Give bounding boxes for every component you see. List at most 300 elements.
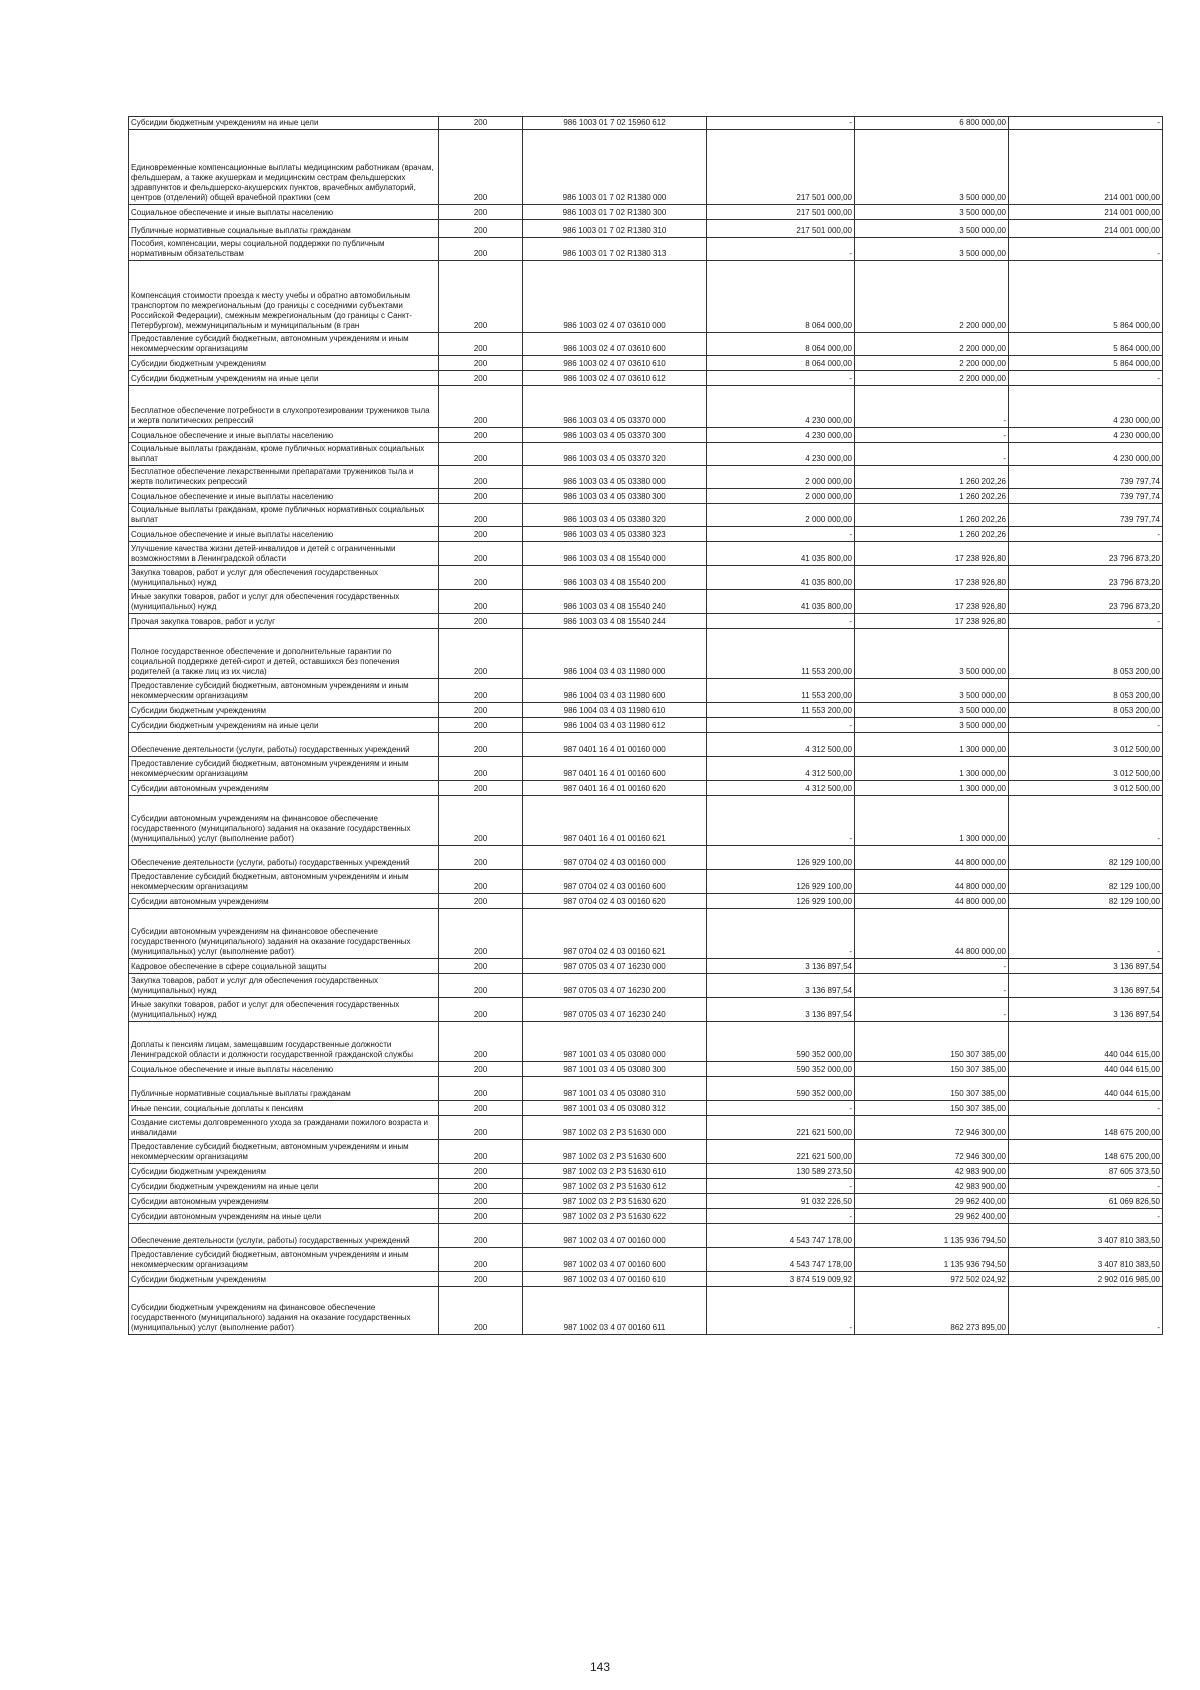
row-name: Субсидии бюджетным учреждениям на иные цели	[129, 718, 439, 733]
row-classification-code: 987 0705 03 4 07 16230 200	[523, 974, 707, 998]
row-executed-amount: -	[855, 443, 1009, 466]
row-approved-amount: 4 230 000,00	[707, 443, 855, 466]
row-executed-amount: -	[855, 428, 1009, 443]
row-classification-code: 986 1003 01 7 02 R1380 313	[523, 238, 707, 261]
row-executed-amount: 17 238 926,80	[855, 590, 1009, 614]
row-classification-code: 986 1003 02 4 07 03610 000	[523, 261, 707, 333]
row-remaining-amount: 440 044 615,00	[1009, 1062, 1163, 1077]
row-remaining-amount: 8 053 200,00	[1009, 629, 1163, 679]
row-line-code: 200	[439, 1179, 523, 1194]
row-classification-code: 986 1004 03 4 03 11980 610	[523, 703, 707, 718]
row-classification-code: 986 1003 02 4 07 03610 600	[523, 333, 707, 356]
row-executed-amount: 3 500 000,00	[855, 238, 1009, 261]
table-row	[129, 614, 1163, 629]
table-row	[129, 959, 1163, 974]
table-row	[129, 205, 1163, 220]
row-name: Предоставление субсидий бюджетным, автономным учреждениям и иным некоммерческим организациям	[129, 870, 439, 894]
row-name: Социальное обеспечение и иные выплаты населению	[129, 205, 439, 220]
row-line-code: 200	[439, 846, 523, 870]
row-approved-amount: 590 352 000,00	[707, 1022, 855, 1062]
row-approved-amount: -	[707, 909, 855, 959]
row-line-code: 200	[439, 1022, 523, 1062]
table-row	[129, 1272, 1163, 1287]
row-name: Иные закупки товаров, работ и услуг для обеспечения государственных (муниципальных) нужд	[129, 998, 439, 1022]
row-name: Компенсация стоимости проезда к месту учебы и обратно автомобильным транспортом по межрегиональным (до границы с соседними субъектами Российской Федерации), смежным межрегиональным (до границы с Санкт-Петербургом), межмуниципальным и муниципальным (в гран	[129, 261, 439, 333]
row-approved-amount: 2 000 000,00	[707, 466, 855, 489]
row-approved-amount: 4 312 500,00	[707, 781, 855, 796]
table-row	[129, 220, 1163, 238]
row-approved-amount: 11 553 200,00	[707, 629, 855, 679]
row-approved-amount: 590 352 000,00	[707, 1077, 855, 1101]
row-remaining-amount: -	[1009, 371, 1163, 386]
row-name: Пособия, компенсации, меры социальной поддержки по публичным нормативным обязательствам	[129, 238, 439, 261]
row-name: Субсидии автономным учреждениям	[129, 894, 439, 909]
row-name: Доплаты к пенсиям лицам, замещавшим государственные должности Ленинградской области и должности государственной гражданской службы	[129, 1022, 439, 1062]
row-name: Социальное обеспечение и иные выплаты населению	[129, 428, 439, 443]
row-remaining-amount: 148 675 200,00	[1009, 1140, 1163, 1164]
row-remaining-amount: 2 902 016 985,00	[1009, 1272, 1163, 1287]
row-name: Социальное обеспечение и иные выплаты населению	[129, 489, 439, 504]
table-row	[129, 261, 1163, 333]
row-line-code: 200	[439, 1248, 523, 1272]
row-executed-amount: 44 800 000,00	[855, 909, 1009, 959]
row-line-code: 200	[439, 1194, 523, 1209]
table-row	[129, 504, 1163, 527]
row-executed-amount: 44 800 000,00	[855, 846, 1009, 870]
row-approved-amount: -	[707, 371, 855, 386]
row-line-code: 200	[439, 1224, 523, 1248]
row-name: Социальные выплаты гражданам, кроме публичных нормативных социальных выплат	[129, 443, 439, 466]
table-row	[129, 386, 1163, 428]
row-line-code: 200	[439, 1272, 523, 1287]
row-name: Прочая закупка товаров, работ и услуг	[129, 614, 439, 629]
row-classification-code: 987 1002 03 2 P3 51630 612	[523, 1179, 707, 1194]
row-approved-amount: 126 929 100,00	[707, 846, 855, 870]
row-executed-amount: 3 500 000,00	[855, 220, 1009, 238]
table-row	[129, 796, 1163, 846]
row-name: Кадровое обеспечение в сфере социальной защиты	[129, 959, 439, 974]
row-name: Единовременные компенсационные выплаты медицинским работникам (врачам, фельдшерам, а также акушеркам и медицинским сестрам фельдшерских здравпунктов и фельдшерско-акушерских пунктов, врачебных амбулаторий, центров (отделений) общей врачебной практики (сем	[129, 130, 439, 205]
row-line-code: 200	[439, 614, 523, 629]
row-classification-code: 987 0704 02 4 03 00160 620	[523, 894, 707, 909]
row-executed-amount: 44 800 000,00	[855, 870, 1009, 894]
row-classification-code: 987 1002 03 4 07 00160 610	[523, 1272, 707, 1287]
row-classification-code: 987 1002 03 2 P3 51630 600	[523, 1140, 707, 1164]
row-approved-amount: 41 035 800,00	[707, 542, 855, 566]
table-row	[129, 489, 1163, 504]
row-remaining-amount: -	[1009, 527, 1163, 542]
row-approved-amount: -	[707, 796, 855, 846]
row-name: Социальные выплаты гражданам, кроме публичных нормативных социальных выплат	[129, 504, 439, 527]
row-line-code: 200	[439, 130, 523, 205]
row-remaining-amount: -	[1009, 909, 1163, 959]
row-executed-amount: 1 300 000,00	[855, 733, 1009, 757]
row-executed-amount: 1 135 936 794,50	[855, 1224, 1009, 1248]
row-name: Улучшение качества жизни детей-инвалидов и детей с ограниченными возможностями в Ленинградской области	[129, 542, 439, 566]
row-remaining-amount: -	[1009, 1101, 1163, 1116]
table-row	[129, 542, 1163, 566]
row-approved-amount: -	[707, 1179, 855, 1194]
row-remaining-amount: 23 796 873,20	[1009, 542, 1163, 566]
row-line-code: 200	[439, 629, 523, 679]
row-line-code: 200	[439, 870, 523, 894]
row-executed-amount: 72 946 300,00	[855, 1116, 1009, 1140]
row-name: Социальное обеспечение и иные выплаты населению	[129, 1062, 439, 1077]
row-line-code: 200	[439, 974, 523, 998]
table-row	[129, 718, 1163, 733]
row-executed-amount: 2 200 000,00	[855, 333, 1009, 356]
row-classification-code: 986 1004 03 4 03 11980 600	[523, 679, 707, 703]
row-remaining-amount: 3 407 810 383,50	[1009, 1224, 1163, 1248]
row-approved-amount: 217 501 000,00	[707, 130, 855, 205]
row-remaining-amount: -	[1009, 1179, 1163, 1194]
row-approved-amount: 41 035 800,00	[707, 590, 855, 614]
row-remaining-amount: -	[1009, 1209, 1163, 1224]
row-classification-code: 987 1002 03 2 P3 51630 622	[523, 1209, 707, 1224]
table-row	[129, 1194, 1163, 1209]
row-line-code: 200	[439, 356, 523, 371]
row-approved-amount: 221 621 500,00	[707, 1140, 855, 1164]
row-line-code: 200	[439, 1140, 523, 1164]
row-executed-amount: 1 260 202,26	[855, 527, 1009, 542]
row-approved-amount: -	[707, 614, 855, 629]
table-row	[129, 1287, 1163, 1335]
row-approved-amount: -	[707, 117, 855, 130]
row-classification-code: 987 0401 16 4 01 00160 000	[523, 733, 707, 757]
row-remaining-amount: 5 864 000,00	[1009, 261, 1163, 333]
row-remaining-amount: 8 053 200,00	[1009, 679, 1163, 703]
row-approved-amount: 91 032 226,50	[707, 1194, 855, 1209]
row-classification-code: 986 1003 03 4 05 03380 300	[523, 489, 707, 504]
row-line-code: 200	[439, 703, 523, 718]
row-executed-amount: 1 300 000,00	[855, 796, 1009, 846]
table-row	[129, 998, 1163, 1022]
row-line-code: 200	[439, 757, 523, 781]
table-row	[129, 1101, 1163, 1116]
row-executed-amount: 17 238 926,80	[855, 542, 1009, 566]
row-remaining-amount: 23 796 873,20	[1009, 590, 1163, 614]
row-approved-amount: 590 352 000,00	[707, 1062, 855, 1077]
row-classification-code: 987 1002 03 4 07 00160 611	[523, 1287, 707, 1335]
row-approved-amount: 8 064 000,00	[707, 356, 855, 371]
row-classification-code: 987 0704 02 4 03 00160 000	[523, 846, 707, 870]
row-line-code: 200	[439, 1287, 523, 1335]
row-name: Предоставление субсидий бюджетным, автономным учреждениям и иным некоммерческим организациям	[129, 679, 439, 703]
row-classification-code: 986 1003 03 4 05 03370 320	[523, 443, 707, 466]
row-line-code: 200	[439, 466, 523, 489]
row-executed-amount: 6 800 000,00	[855, 117, 1009, 130]
row-approved-amount: 217 501 000,00	[707, 220, 855, 238]
row-approved-amount: 8 064 000,00	[707, 333, 855, 356]
row-classification-code: 986 1003 02 4 07 03610 612	[523, 371, 707, 386]
row-name: Социальное обеспечение и иные выплаты населению	[129, 527, 439, 542]
row-classification-code: 987 1001 03 4 05 03080 312	[523, 1101, 707, 1116]
row-classification-code: 986 1003 03 4 05 03370 300	[523, 428, 707, 443]
table-row	[129, 117, 1163, 130]
row-remaining-amount: -	[1009, 117, 1163, 130]
table-row	[129, 870, 1163, 894]
row-name: Субсидии бюджетным учреждениям	[129, 1272, 439, 1287]
row-executed-amount: 17 238 926,80	[855, 614, 1009, 629]
row-executed-amount: -	[855, 959, 1009, 974]
row-approved-amount: 126 929 100,00	[707, 870, 855, 894]
row-line-code: 200	[439, 542, 523, 566]
row-approved-amount: 2 000 000,00	[707, 504, 855, 527]
row-classification-code: 987 0704 02 4 03 00160 600	[523, 870, 707, 894]
row-line-code: 200	[439, 489, 523, 504]
table-row	[129, 1022, 1163, 1062]
row-line-code: 200	[439, 205, 523, 220]
row-line-code: 200	[439, 333, 523, 356]
row-classification-code: 987 1001 03 4 05 03080 300	[523, 1062, 707, 1077]
table-row	[129, 629, 1163, 679]
row-classification-code: 987 1002 03 4 07 00160 000	[523, 1224, 707, 1248]
row-remaining-amount: 4 230 000,00	[1009, 386, 1163, 428]
row-line-code: 200	[439, 909, 523, 959]
row-name: Предоставление субсидий бюджетным, автономным учреждениям и иным некоммерческим организациям	[129, 333, 439, 356]
row-approved-amount: 217 501 000,00	[707, 205, 855, 220]
row-name: Предоставление субсидий бюджетным, автономным учреждениям и иным некоммерческим организациям	[129, 757, 439, 781]
row-approved-amount: 4 543 747 178,00	[707, 1224, 855, 1248]
row-approved-amount: 130 589 273,50	[707, 1164, 855, 1179]
row-line-code: 200	[439, 1164, 523, 1179]
row-remaining-amount: 3 407 810 383,50	[1009, 1248, 1163, 1272]
row-line-code: 200	[439, 679, 523, 703]
row-line-code: 200	[439, 590, 523, 614]
row-line-code: 200	[439, 733, 523, 757]
row-executed-amount: 3 500 000,00	[855, 629, 1009, 679]
row-name: Обеспечение деятельности (услуги, работы) государственных учреждений	[129, 1224, 439, 1248]
table-row	[129, 130, 1163, 205]
table-row	[129, 1077, 1163, 1101]
row-classification-code: 987 0705 03 4 07 16230 240	[523, 998, 707, 1022]
table-row	[129, 1224, 1163, 1248]
row-remaining-amount: -	[1009, 1287, 1163, 1335]
table-row	[129, 1164, 1163, 1179]
row-executed-amount: 862 273 895,00	[855, 1287, 1009, 1335]
row-name: Бесплатное обеспечение лекарственными препаратами тружеников тыла и жертв политических репрессий	[129, 466, 439, 489]
row-name: Предоставление субсидий бюджетным, автономным учреждениям и иным некоммерческим организациям	[129, 1248, 439, 1272]
row-approved-amount: -	[707, 1209, 855, 1224]
row-executed-amount: 1 300 000,00	[855, 757, 1009, 781]
row-executed-amount: -	[855, 998, 1009, 1022]
row-classification-code: 986 1003 01 7 02 R1380 310	[523, 220, 707, 238]
row-remaining-amount: 214 001 000,00	[1009, 130, 1163, 205]
table-row	[129, 1062, 1163, 1077]
row-executed-amount: 29 962 400,00	[855, 1209, 1009, 1224]
row-classification-code: 986 1003 01 7 02 R1380 000	[523, 130, 707, 205]
table-row	[129, 679, 1163, 703]
row-executed-amount: 42 983 900,00	[855, 1164, 1009, 1179]
row-line-code: 200	[439, 781, 523, 796]
row-classification-code: 987 1001 03 4 05 03080 000	[523, 1022, 707, 1062]
row-executed-amount: 150 307 385,00	[855, 1101, 1009, 1116]
row-classification-code: 986 1003 03 4 08 15540 244	[523, 614, 707, 629]
row-name: Субсидии бюджетным учреждениям	[129, 703, 439, 718]
table-row	[129, 428, 1163, 443]
row-remaining-amount: -	[1009, 238, 1163, 261]
row-remaining-amount: 5 864 000,00	[1009, 333, 1163, 356]
row-remaining-amount: 148 675 200,00	[1009, 1116, 1163, 1140]
row-name: Публичные нормативные социальные выплаты гражданам	[129, 220, 439, 238]
row-approved-amount: 4 312 500,00	[707, 733, 855, 757]
row-remaining-amount: -	[1009, 796, 1163, 846]
row-remaining-amount: 440 044 615,00	[1009, 1022, 1163, 1062]
row-remaining-amount: 739 797,74	[1009, 489, 1163, 504]
row-line-code: 200	[439, 428, 523, 443]
row-classification-code: 987 1002 03 2 P3 51630 620	[523, 1194, 707, 1209]
row-line-code: 200	[439, 1101, 523, 1116]
row-remaining-amount: 739 797,74	[1009, 504, 1163, 527]
row-executed-amount: 72 946 300,00	[855, 1140, 1009, 1164]
row-executed-amount: 42 983 900,00	[855, 1179, 1009, 1194]
table-row	[129, 1248, 1163, 1272]
row-approved-amount: 3 874 519 009,92	[707, 1272, 855, 1287]
row-name: Субсидии бюджетным учреждениям на иные цели	[129, 1179, 439, 1194]
row-name: Создание системы долговременного ухода за гражданами пожилого возраста и инвалидами	[129, 1116, 439, 1140]
row-executed-amount: 2 200 000,00	[855, 356, 1009, 371]
page-number: 143	[589, 1660, 611, 1674]
row-executed-amount: -	[855, 974, 1009, 998]
row-name: Бесплатное обеспечение потребности в слухопротезировании тружеников тыла и жертв политических репрессий	[129, 386, 439, 428]
table-row	[129, 238, 1163, 261]
row-line-code: 200	[439, 894, 523, 909]
row-line-code: 200	[439, 1116, 523, 1140]
row-classification-code: 986 1003 03 4 08 15540 240	[523, 590, 707, 614]
row-name: Иные пенсии, социальные доплаты к пенсиям	[129, 1101, 439, 1116]
row-approved-amount: -	[707, 1101, 855, 1116]
row-approved-amount: 8 064 000,00	[707, 261, 855, 333]
row-approved-amount: -	[707, 527, 855, 542]
row-classification-code: 986 1003 03 4 05 03380 000	[523, 466, 707, 489]
table-row	[129, 443, 1163, 466]
row-approved-amount: 41 035 800,00	[707, 566, 855, 590]
row-remaining-amount: 4 230 000,00	[1009, 428, 1163, 443]
row-executed-amount: 2 200 000,00	[855, 371, 1009, 386]
row-remaining-amount: -	[1009, 614, 1163, 629]
row-line-code: 200	[439, 527, 523, 542]
row-line-code: 200	[439, 220, 523, 238]
row-remaining-amount: 3 136 897,54	[1009, 959, 1163, 974]
row-approved-amount: 11 553 200,00	[707, 703, 855, 718]
table-body	[129, 117, 1163, 1335]
row-executed-amount: 1 260 202,26	[855, 489, 1009, 504]
row-line-code: 200	[439, 998, 523, 1022]
table-row	[129, 781, 1163, 796]
row-line-code: 200	[439, 504, 523, 527]
row-name: Иные закупки товаров, работ и услуг для обеспечения государственных (муниципальных) нужд	[129, 590, 439, 614]
row-executed-amount: 3 500 000,00	[855, 703, 1009, 718]
row-line-code: 200	[439, 1209, 523, 1224]
table-row	[129, 590, 1163, 614]
row-executed-amount: 1 260 202,26	[855, 466, 1009, 489]
table-row	[129, 757, 1163, 781]
row-approved-amount: 3 136 897,54	[707, 998, 855, 1022]
row-classification-code: 986 1003 02 4 07 03610 610	[523, 356, 707, 371]
row-executed-amount: -	[855, 386, 1009, 428]
row-line-code: 200	[439, 238, 523, 261]
row-name: Обеспечение деятельности (услуги, работы) государственных учреждений	[129, 846, 439, 870]
row-executed-amount: 29 962 400,00	[855, 1194, 1009, 1209]
table-row	[129, 466, 1163, 489]
row-line-code: 200	[439, 959, 523, 974]
row-remaining-amount: 82 129 100,00	[1009, 870, 1163, 894]
row-name: Субсидии бюджетным учреждениям на иные цели	[129, 117, 439, 130]
row-approved-amount: 3 136 897,54	[707, 959, 855, 974]
row-executed-amount: 3 500 000,00	[855, 130, 1009, 205]
budget-execution-table	[128, 116, 1163, 1335]
row-name: Субсидии бюджетным учреждениям	[129, 356, 439, 371]
table-row	[129, 566, 1163, 590]
row-classification-code: 986 1004 03 4 03 11980 000	[523, 629, 707, 679]
row-remaining-amount: 8 053 200,00	[1009, 703, 1163, 718]
row-line-code: 200	[439, 261, 523, 333]
table-row	[129, 894, 1163, 909]
table-row	[129, 1116, 1163, 1140]
table-row	[129, 333, 1163, 356]
row-remaining-amount: 61 069 826,50	[1009, 1194, 1163, 1209]
row-executed-amount: 3 500 000,00	[855, 718, 1009, 733]
row-remaining-amount: 4 230 000,00	[1009, 443, 1163, 466]
row-executed-amount: 17 238 926,80	[855, 566, 1009, 590]
table-row	[129, 733, 1163, 757]
table-row	[129, 1179, 1163, 1194]
row-remaining-amount: 87 605 373,50	[1009, 1164, 1163, 1179]
row-classification-code: 986 1003 01 7 02 15960 612	[523, 117, 707, 130]
row-line-code: 200	[439, 718, 523, 733]
row-approved-amount: -	[707, 238, 855, 261]
row-classification-code: 987 1002 03 2 P3 51630 610	[523, 1164, 707, 1179]
table-row	[129, 356, 1163, 371]
row-name: Субсидии автономным учреждениям на финансовое обеспечение государственного (муниципального) задания на оказание государственных (муниципальных) услуг (выполнение работ)	[129, 909, 439, 959]
row-executed-amount: 3 500 000,00	[855, 205, 1009, 220]
row-classification-code: 987 0401 16 4 01 00160 620	[523, 781, 707, 796]
row-remaining-amount: 739 797,74	[1009, 466, 1163, 489]
table-row	[129, 974, 1163, 998]
row-remaining-amount: 82 129 100,00	[1009, 894, 1163, 909]
row-remaining-amount: -	[1009, 718, 1163, 733]
row-executed-amount: 150 307 385,00	[855, 1077, 1009, 1101]
row-approved-amount: -	[707, 1287, 855, 1335]
row-name: Полное государственное обеспечение и дополнительные гарантии по социальной поддержке детей-сирот и детей, оставшихся без попечения родителей (а также лиц из их числа)	[129, 629, 439, 679]
row-remaining-amount: 5 864 000,00	[1009, 356, 1163, 371]
row-executed-amount: 1 260 202,26	[855, 504, 1009, 527]
row-classification-code: 986 1003 01 7 02 R1380 300	[523, 205, 707, 220]
row-name: Закупка товаров, работ и услуг для обеспечения государственных (муниципальных) нужд	[129, 566, 439, 590]
row-classification-code: 987 1002 03 2 P3 51630 000	[523, 1116, 707, 1140]
row-remaining-amount: 23 796 873,20	[1009, 566, 1163, 590]
row-remaining-amount: 82 129 100,00	[1009, 846, 1163, 870]
row-name: Субсидии бюджетным учреждениям	[129, 1164, 439, 1179]
row-approved-amount: 11 553 200,00	[707, 679, 855, 703]
row-classification-code: 986 1003 03 4 08 15540 200	[523, 566, 707, 590]
row-line-code: 200	[439, 796, 523, 846]
row-line-code: 200	[439, 371, 523, 386]
row-name: Предоставление субсидий бюджетным, автономным учреждениям и иным некоммерческим организациям	[129, 1140, 439, 1164]
row-classification-code: 987 0705 03 4 07 16230 000	[523, 959, 707, 974]
table-row	[129, 846, 1163, 870]
row-remaining-amount: 3 012 500,00	[1009, 733, 1163, 757]
row-classification-code: 987 1002 03 4 07 00160 600	[523, 1248, 707, 1272]
row-classification-code: 987 0401 16 4 01 00160 600	[523, 757, 707, 781]
row-executed-amount: 150 307 385,00	[855, 1022, 1009, 1062]
row-remaining-amount: 214 001 000,00	[1009, 220, 1163, 238]
row-name: Субсидии автономным учреждениям на финансовое обеспечение государственного (муниципального) задания на оказание государственных (муниципальных) услуг (выполнение работ)	[129, 796, 439, 846]
table-row	[129, 1209, 1163, 1224]
row-executed-amount: 44 800 000,00	[855, 894, 1009, 909]
row-remaining-amount: 214 001 000,00	[1009, 205, 1163, 220]
row-executed-amount: 1 135 936 794,50	[855, 1248, 1009, 1272]
